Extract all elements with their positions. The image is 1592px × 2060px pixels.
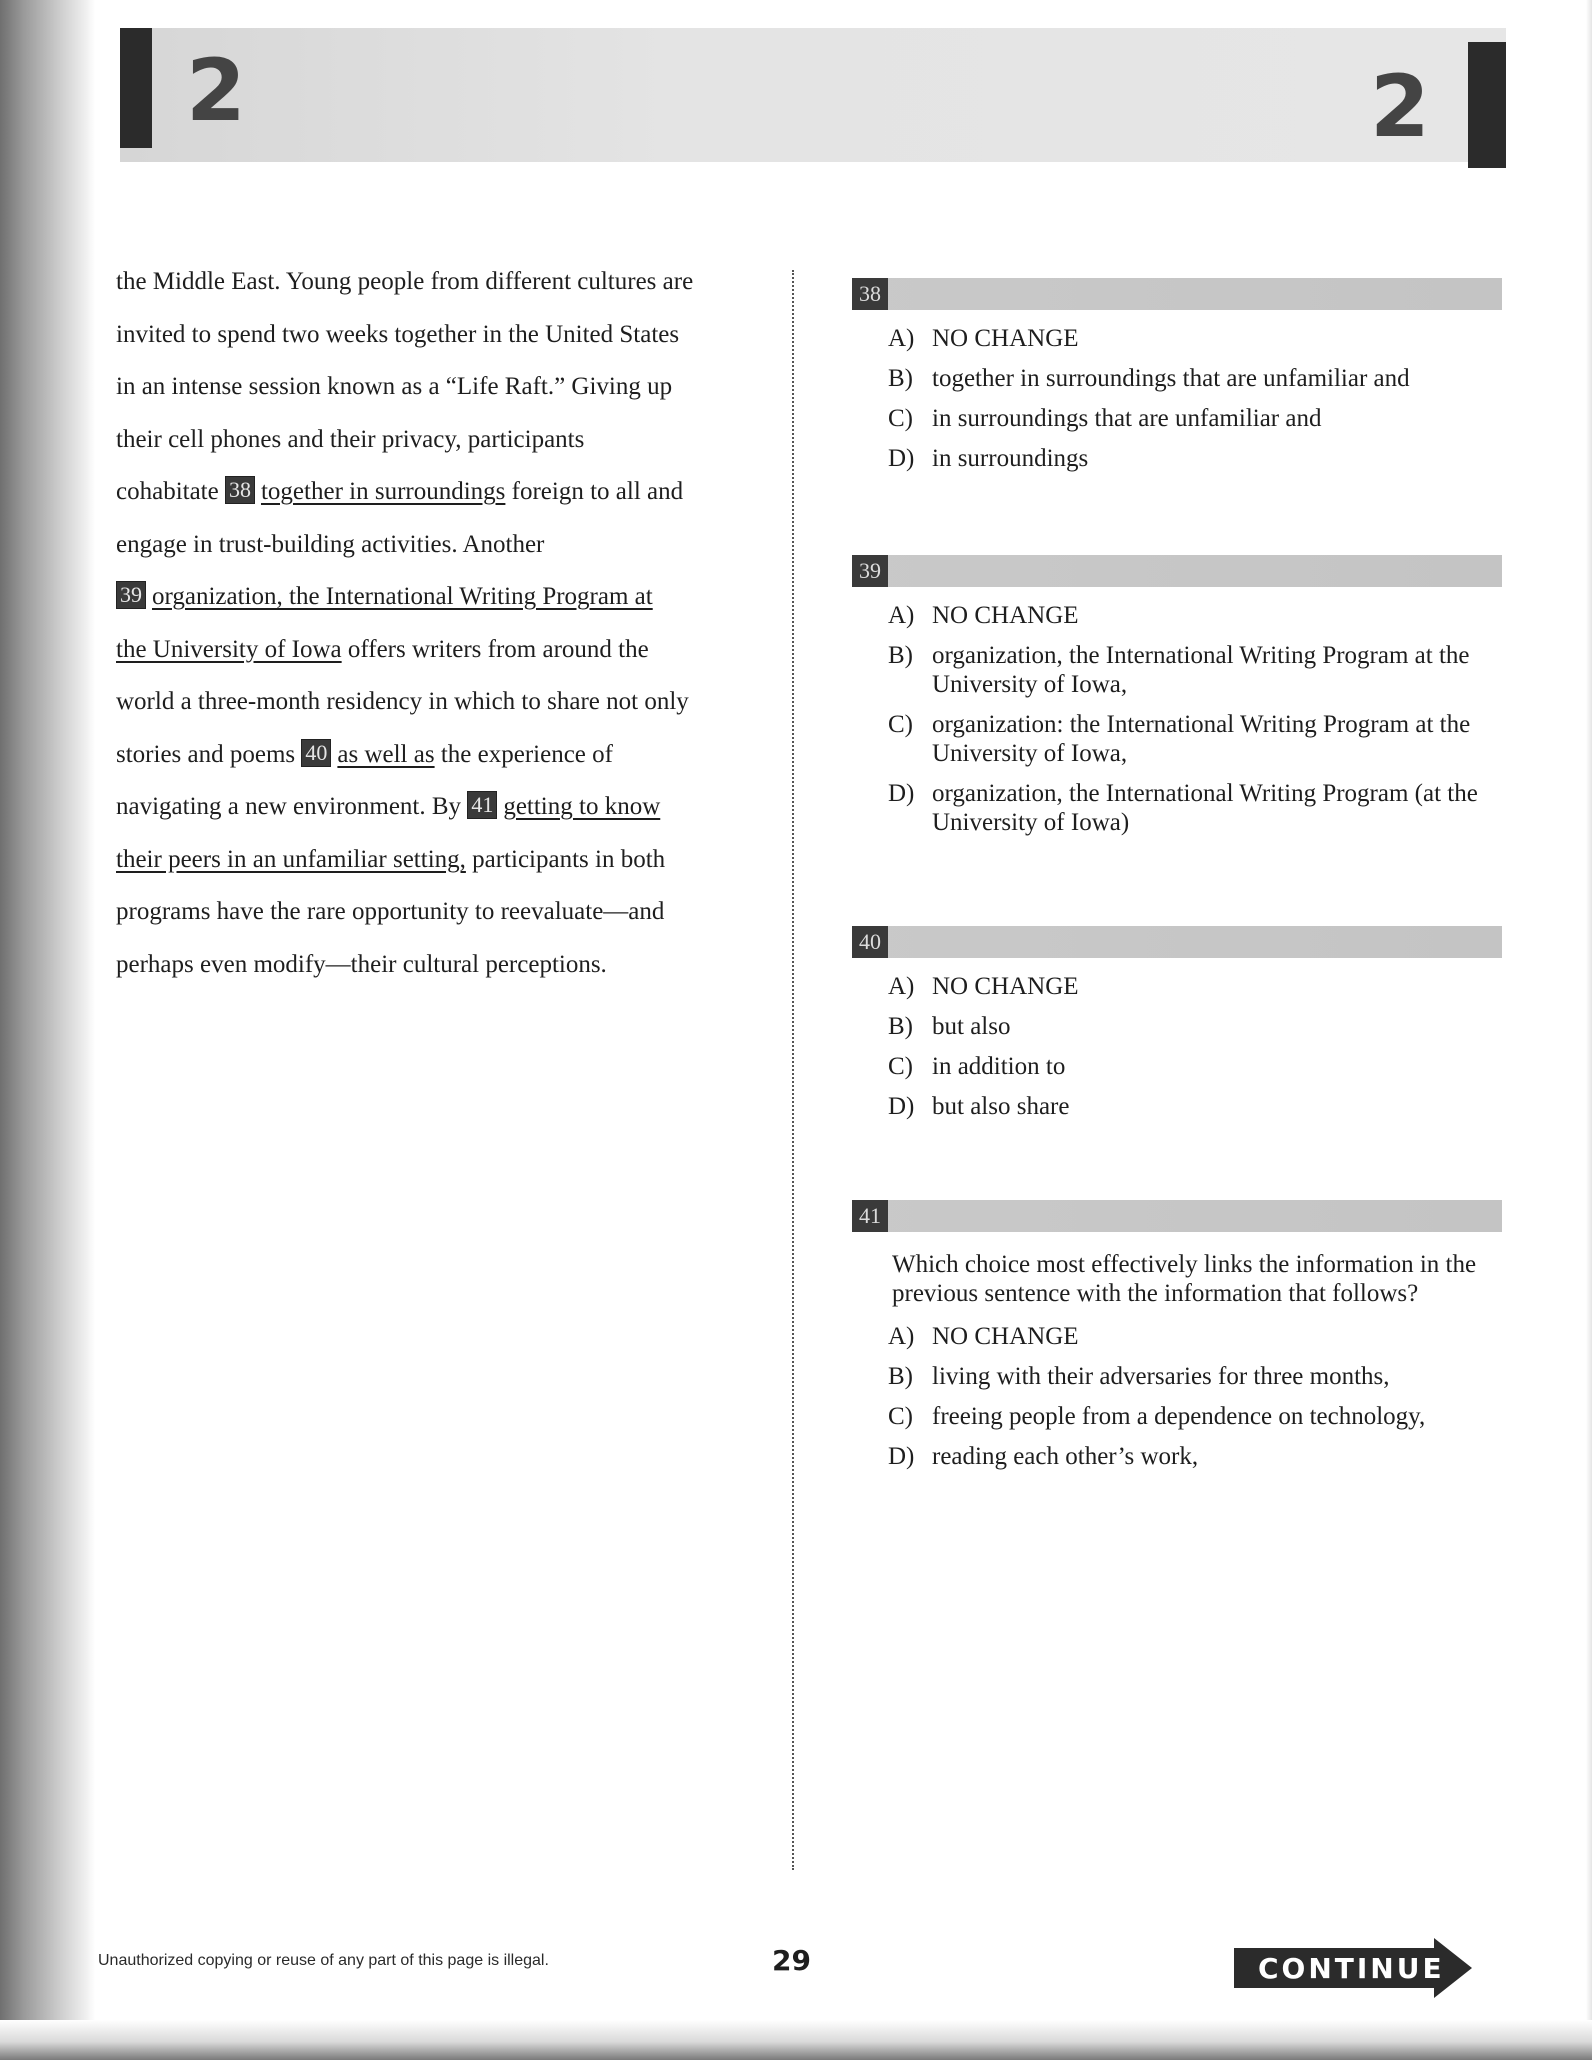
page-bottom-shadow [0, 2020, 1592, 2060]
passage-line: world a three-month residency in which to share not only [116, 688, 689, 715]
question-40 [852, 926, 1502, 1132]
passage-line: invited to spend two weeks together in the United States [116, 320, 680, 348]
option-letter: D) [888, 445, 915, 472]
passage-text: stories and poems [116, 740, 296, 768]
answer-option-b[interactable] [852, 641, 1502, 699]
question-number: 39 [852, 555, 888, 587]
option-text: organization, the International Writing Program (at the University of Iowa) [932, 780, 1478, 836]
question-header-bar [852, 926, 1502, 958]
passage-line: programs have the rare opportunity to reevaluate—and [116, 898, 665, 925]
underlined-text-39-cont: the University of Iowa [116, 635, 342, 663]
answer-option-c[interactable] [852, 710, 1502, 768]
option-letter: B) [888, 1363, 913, 1390]
continue-button[interactable] [1234, 1938, 1474, 1998]
answer-option-b[interactable] [852, 364, 1502, 393]
answer-option-a[interactable] [852, 1322, 1502, 1351]
passage-text: participants in both [472, 845, 666, 873]
question-ref-39[interactable]: 39 [116, 581, 146, 609]
page-spine-shadow [0, 0, 95, 2060]
page-number: 29 [772, 1944, 811, 1977]
option-text: in surroundings that are unfamiliar and [932, 405, 1322, 432]
option-letter: A) [888, 973, 915, 1000]
answer-options [852, 601, 1502, 837]
option-text: in addition to [932, 1053, 1066, 1080]
option-letter: D) [888, 1093, 915, 1120]
answer-option-a[interactable] [852, 601, 1502, 630]
option-letter: A) [888, 602, 915, 629]
option-letter: A) [888, 1323, 915, 1350]
answer-option-a[interactable] [852, 972, 1502, 1001]
question-ref-38[interactable]: 38 [225, 476, 255, 504]
passage-text: cohabitate [116, 478, 219, 505]
passage-text: foreign to all and [511, 478, 684, 505]
section-header-left-bar [120, 28, 152, 148]
answer-option-b[interactable] [852, 1362, 1502, 1391]
passage-line: perhaps even modify—their cultural perceptions. [116, 950, 607, 978]
section-header-right-bar [1468, 42, 1506, 168]
passage-line [116, 781, 776, 834]
underlined-text-41-cont: their peers in an unfamiliar setting, [116, 845, 466, 873]
section-number-left: 2 [186, 41, 246, 141]
passage-line [116, 466, 776, 519]
answer-options [852, 1322, 1502, 1471]
option-letter: C) [888, 711, 913, 738]
question-header-bar [852, 278, 1502, 310]
passage-text: offers writers from around the [347, 635, 649, 663]
question-header-bar [852, 1200, 1502, 1232]
option-letter: B) [888, 1013, 913, 1040]
column-divider [792, 270, 794, 1870]
option-letter: C) [888, 1403, 913, 1430]
reading-passage [116, 256, 776, 991]
option-text: in surroundings [932, 445, 1089, 472]
answer-option-c[interactable] [852, 1402, 1502, 1431]
option-letter: A) [888, 325, 915, 352]
passage-line [116, 624, 776, 677]
passage-text: the experience of [440, 740, 613, 768]
continue-label: CONTINUE [1258, 1952, 1445, 1985]
answer-option-a[interactable] [852, 324, 1502, 353]
answer-option-b[interactable] [852, 1012, 1502, 1041]
option-letter: D) [888, 1443, 915, 1470]
option-letter: B) [888, 642, 913, 669]
answer-options [852, 324, 1502, 473]
question-41 [852, 1200, 1502, 1482]
passage-line [116, 571, 776, 624]
answer-option-d[interactable] [852, 444, 1502, 473]
answer-option-d[interactable] [852, 1442, 1502, 1471]
answer-options [852, 972, 1502, 1121]
option-text: NO CHANGE [932, 325, 1079, 352]
passage-line: engage in trust-building activities. Another [116, 530, 545, 558]
option-text: but also share [932, 1093, 1070, 1120]
page-right-edge [1586, 0, 1592, 2060]
passage-text: navigating a new environment. By [116, 793, 462, 820]
answer-option-d[interactable] [852, 779, 1502, 837]
question-39 [852, 555, 1502, 848]
question-number: 41 [852, 1200, 888, 1232]
option-text: together in surroundings that are unfamiliar and [932, 365, 1410, 392]
option-letter: B) [888, 365, 913, 392]
option-text: but also [932, 1013, 1011, 1040]
option-letter: D) [888, 780, 915, 807]
question-number: 40 [852, 926, 888, 958]
option-letter: C) [888, 405, 913, 432]
passage-line: their cell phones and their privacy, participants [116, 425, 585, 453]
option-text: NO CHANGE [932, 602, 1079, 629]
underlined-text-41: getting to know [503, 793, 661, 820]
underlined-text-38: together in surroundings [260, 478, 506, 505]
underlined-text-39: organization, the International Writing Program at [152, 583, 653, 610]
question-stem: Which choice most effectively links the information in the previous sentence with the information that follows? [892, 1251, 1477, 1307]
answer-option-c[interactable] [852, 404, 1502, 433]
option-text: NO CHANGE [932, 973, 1079, 1000]
option-text: organization: the International Writing Program at the University of Iowa, [932, 711, 1471, 767]
question-number: 38 [852, 278, 888, 310]
option-letter: C) [888, 1053, 913, 1080]
answer-option-d[interactable] [852, 1092, 1502, 1121]
option-text: living with their adversaries for three months, [932, 1363, 1390, 1390]
option-text: organization, the International Writing Program at the University of Iowa, [932, 642, 1470, 698]
answer-option-c[interactable] [852, 1052, 1502, 1081]
passage-line [116, 729, 776, 782]
section-number-right: 2 [1370, 57, 1430, 157]
question-ref-41[interactable]: 41 [467, 791, 497, 819]
passage-line [116, 834, 776, 887]
option-text: reading each other’s work, [932, 1443, 1199, 1470]
question-ref-40[interactable]: 40 [301, 739, 331, 767]
option-text: freeing people from a dependence on technology, [932, 1403, 1426, 1430]
section-header-band [120, 28, 1506, 162]
underlined-text-40: as well as [337, 740, 435, 768]
copyright-notice: Unauthorized copying or reuse of any part of this page is illegal. [98, 1952, 549, 1969]
question-header-bar [852, 555, 1502, 587]
passage-line: the Middle East. Young people from different cultures are [116, 268, 694, 295]
question-38 [852, 278, 1502, 484]
passage-line: in an intense session known as a “Life Raft.” Giving up [116, 373, 673, 400]
option-text: NO CHANGE [932, 1323, 1079, 1350]
